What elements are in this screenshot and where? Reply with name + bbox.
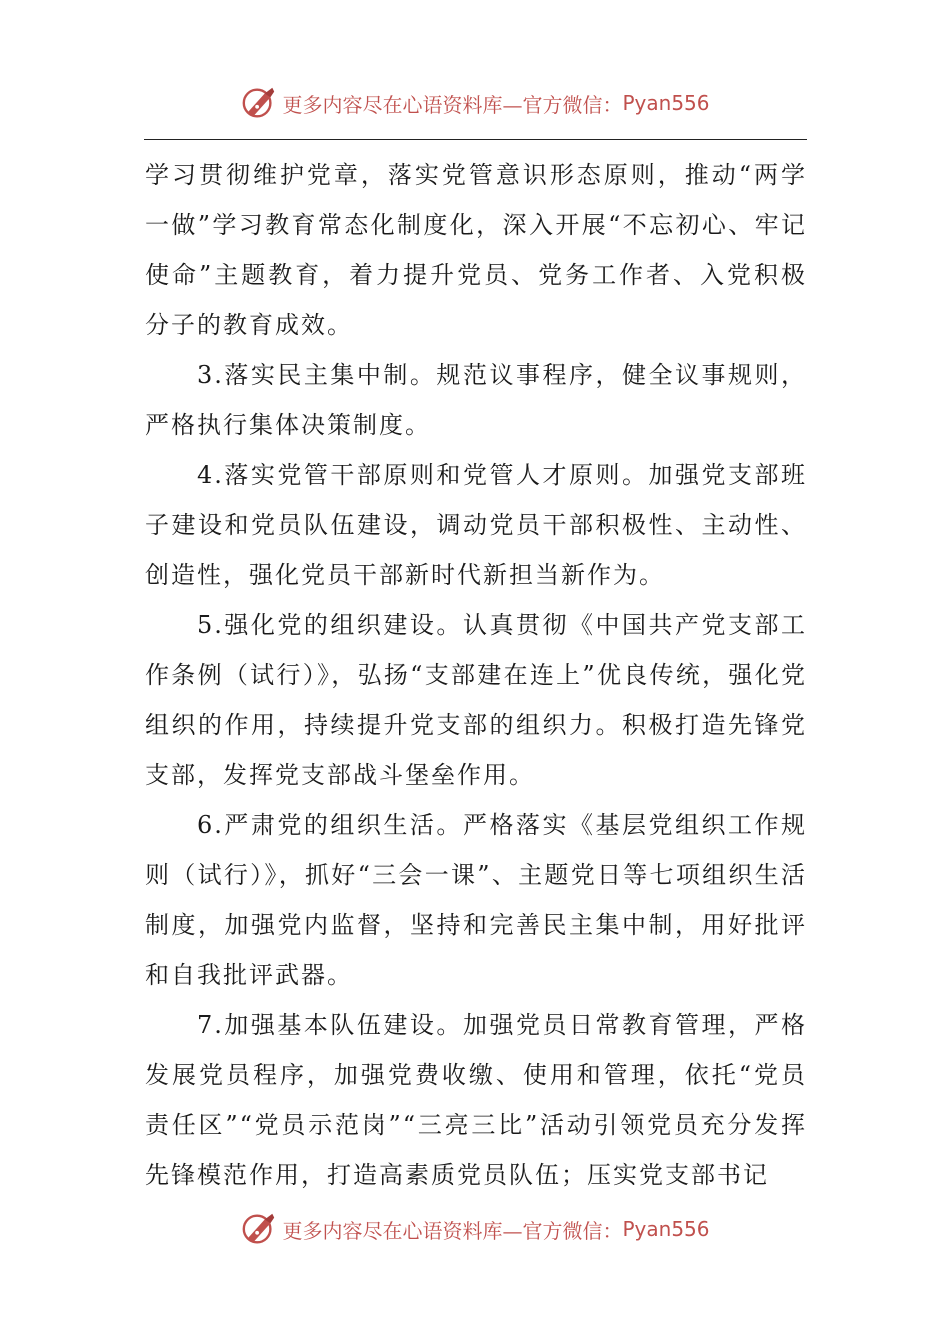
document-body	[145, 150, 807, 1200]
banner-text: 更多内容尽在心语资料库—官方微信：	[282, 1218, 623, 1243]
pen-nib-logo-icon	[240, 1210, 278, 1248]
pen-nib-logo-icon	[240, 84, 278, 122]
banner-wechat-id: Pyan556	[622, 1217, 710, 1241]
paragraph-item-5: 5.强化党的组织建设。认真贯彻《中国共产党支部工作条例（试行）》，弘扬“支部建在连上”优良传统，强化党组织的作用，持续提升党支部的组织力。积极打造先锋党支部，发挥党支部战斗堡垒作用。	[145, 611, 807, 789]
paragraph-item-4: 4.落实党管干部原则和党管人才原则。加强党支部班子建设和党员队伍建设，调动党员干部积极性、主动性、创造性，强化党员干部新时代新担当新作为。	[145, 461, 807, 589]
header-banner	[0, 83, 950, 123]
footer-banner	[0, 1209, 950, 1249]
paragraph-item-6: 6.严肃党的组织生活。严格落实《基层党组织工作规则（试行）》，抓好“三会一课”、主题党日等七项组织生活制度，加强党内监督，坚持和完善民主集中制，用好批评和自我批评武器。	[145, 811, 807, 989]
paragraph-item-7: 7.加强基本队伍建设。加强党员日常教育管理，严格发展党员程序，加强党费收缴、使用和管理，依托“党员责任区”“党员示范岗”“三亮三比”活动引领党员充分发挥先锋模范作用，打造高素质党员队伍；压实党支部书记	[145, 1011, 807, 1189]
paragraph-item-3: 3.落实民主集中制。规范议事程序，健全议事规则，严格执行集体决策制度。	[145, 361, 807, 439]
banner-wechat-id: Pyan556	[622, 91, 710, 115]
paragraph-continued: 学习贯彻维护党章，落实党管意识形态原则，推动“两学一做”学习教育常态化制度化，深入开展“不忘初心、牢记使命”主题教育，着力提升党员、党务工作者、入党积极分子的教育成效。	[145, 161, 807, 339]
header-rule	[144, 139, 807, 140]
banner-text: 更多内容尽在心语资料库—官方微信：	[282, 92, 623, 117]
